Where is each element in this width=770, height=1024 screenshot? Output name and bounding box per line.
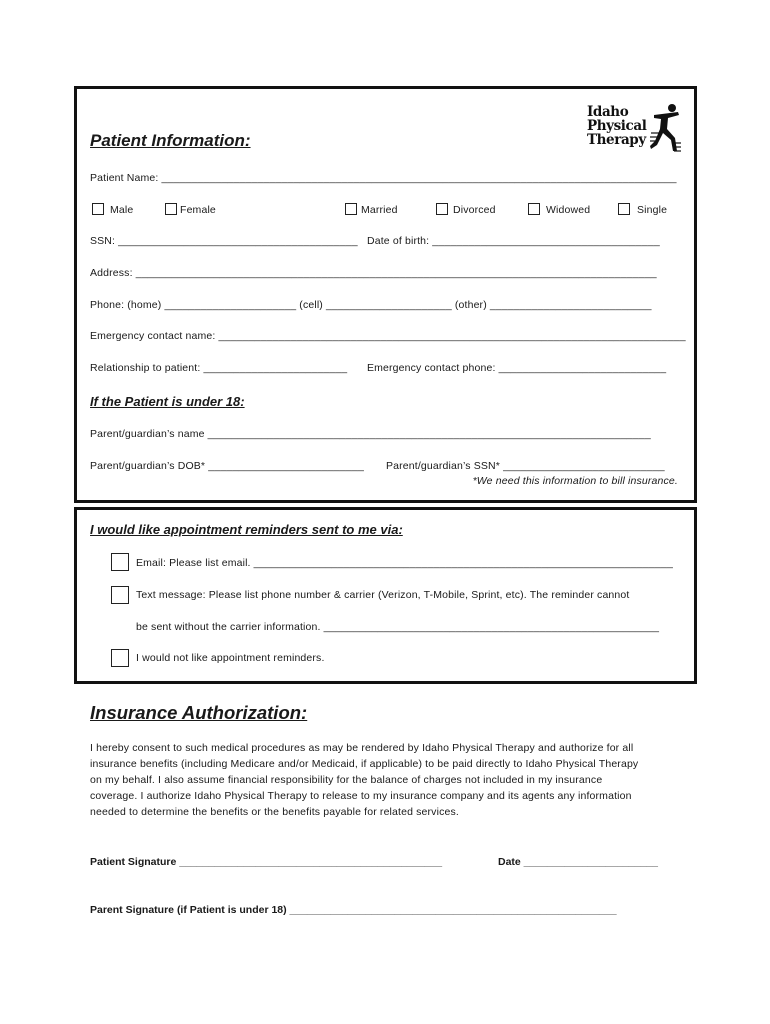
phone-fields[interactable]: Phone: (home) ______________________ (cell) _____________________ (other) ___________________________ bbox=[90, 299, 652, 311]
insurance-consent-paragraph bbox=[90, 740, 638, 820]
logo-line-1: Idaho bbox=[587, 104, 629, 120]
emergency-contact-name-field[interactable]: Emergency contact name: ______________________________________________________________________________ bbox=[90, 330, 686, 342]
consent-line: needed to determine the benefits or the benefits payable for related services. bbox=[90, 806, 459, 818]
patient-name-field[interactable]: Patient Name: ______________________________________________________________________________________ bbox=[90, 172, 677, 184]
idaho-pt-logo bbox=[587, 105, 646, 147]
email-reminder-field[interactable]: Email: Please list email. ______________________________________________________________________ bbox=[136, 557, 673, 569]
widowed-checkbox[interactable] bbox=[528, 203, 540, 215]
married-checkbox[interactable] bbox=[345, 203, 357, 215]
patient-signature-field[interactable]: Patient Signature _____________________________________________ bbox=[90, 856, 443, 868]
date-of-birth-field[interactable]: Date of birth: ______________________________________ bbox=[367, 235, 660, 247]
logo-line-2: Physical bbox=[587, 118, 647, 134]
married-label: Married bbox=[361, 204, 398, 216]
text-reminder-field[interactable]: be sent without the carrier information. ________________________________________________________ bbox=[136, 621, 660, 633]
text-reminder-label: Text message: Please list phone number & carrier (Verizon, T-Mobile, Sprint, etc). The reminder cannot bbox=[136, 589, 630, 601]
single-checkbox[interactable] bbox=[618, 203, 630, 215]
text-reminder-checkbox[interactable] bbox=[111, 586, 129, 604]
running-figure-icon bbox=[648, 103, 682, 155]
consent-line: I hereby consent to such medical procedures as may be rendered by Idaho Physical Therapy and authorize for all bbox=[90, 742, 634, 754]
guardian-name-field[interactable]: Parent/guardian’s name __________________________________________________________________________ bbox=[90, 428, 651, 440]
emergency-contact-phone-field[interactable]: Emergency contact phone: ____________________________ bbox=[367, 362, 667, 374]
insurance-authorization-heading: Insurance Authorization: bbox=[90, 702, 308, 723]
signature-date-field[interactable]: Date _______________________ bbox=[498, 856, 658, 868]
no-reminder-checkbox[interactable] bbox=[111, 649, 129, 667]
ssn-field[interactable]: SSN: ________________________________________ bbox=[90, 235, 358, 247]
reminders-heading: I would like appointment reminders sent to me via: bbox=[90, 522, 403, 537]
female-checkbox[interactable] bbox=[165, 203, 177, 215]
guardian-ssn-field[interactable]: Parent/guardian’s SSN* ___________________________ bbox=[386, 460, 665, 472]
consent-line: on my behalf. I also assume financial responsibility for the balance of charges not included in my insurance bbox=[90, 774, 603, 786]
billing-note: *We need this information to bill insurance. bbox=[472, 475, 678, 487]
minor-patient-heading: If the Patient is under 18: bbox=[90, 394, 245, 409]
consent-line: insurance benefits (including Medicare and/or Medicaid, if applicable) to be paid directly to Idaho Physical Therapy bbox=[90, 758, 639, 770]
female-label: Female bbox=[180, 204, 216, 216]
divorced-label: Divorced bbox=[453, 204, 496, 216]
single-label: Single bbox=[637, 204, 668, 216]
parent-signature-field[interactable]: Parent Signature (if Patient is under 18) ________________________________________________________ bbox=[90, 904, 617, 916]
divorced-checkbox[interactable] bbox=[436, 203, 448, 215]
male-checkbox[interactable] bbox=[92, 203, 104, 215]
widowed-label: Widowed bbox=[546, 204, 591, 216]
male-label: Male bbox=[110, 204, 134, 216]
relationship-to-patient-field[interactable]: Relationship to patient: ________________________ bbox=[90, 362, 348, 374]
email-reminder-checkbox[interactable] bbox=[111, 553, 129, 571]
address-field[interactable]: Address: _______________________________________________________________________________________ bbox=[90, 267, 657, 279]
guardian-dob-field[interactable]: Parent/guardian’s DOB* __________________________ bbox=[90, 460, 364, 472]
no-reminder-label: I would not like appointment reminders. bbox=[136, 652, 325, 664]
logo-line-3: Therapy bbox=[587, 132, 646, 148]
consent-line: coverage. I authorize Idaho Physical Therapy to release to my insurance company and its agents any information bbox=[90, 790, 632, 802]
patient-information-heading: Patient Information: bbox=[90, 131, 251, 150]
